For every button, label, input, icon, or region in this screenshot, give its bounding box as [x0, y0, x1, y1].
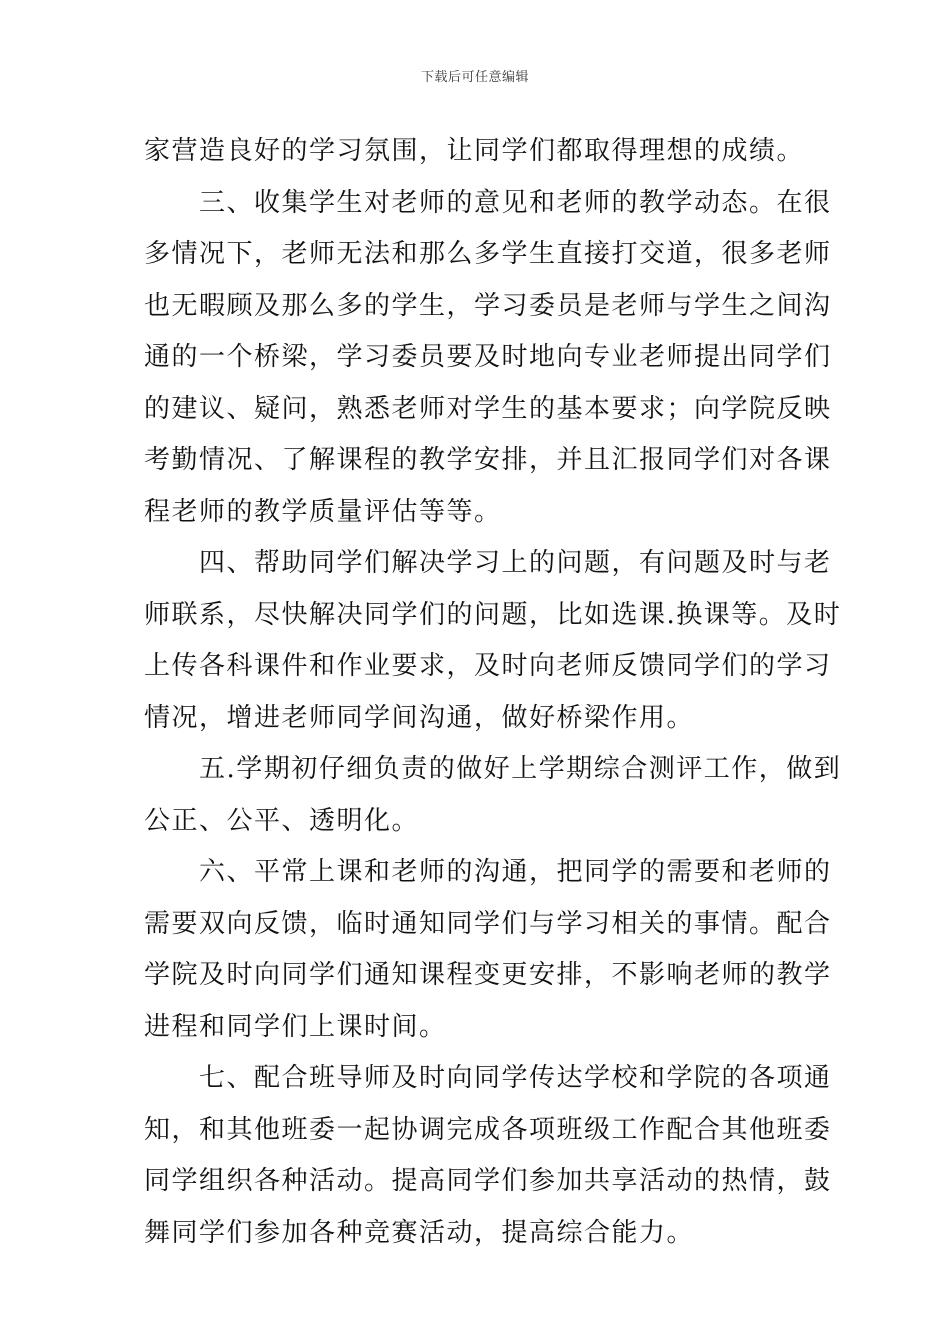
text-line: 学院及时向同学们通知课程变更安排，不影响老师的教学: [144, 960, 832, 990]
text-line: 三、收集学生对老师的意见和老师的教学动态。在很: [199, 187, 832, 218]
text-line: 也无暇顾及那么多的学生，学习委员是老师与学生之间沟: [144, 290, 832, 321]
document-body: [144, 126, 842, 1259]
text-line: 多情况下，老师无法和那么多学生直接打交道，很多老师: [144, 239, 832, 269]
text-line: 五.学期初仔细负责的做好上学期综合测评工作，做到: [199, 754, 842, 784]
text-line: 程老师的教学质量评估等等。: [144, 496, 502, 527]
text-line: 公正、公平、透明化。: [144, 805, 420, 836]
text-line: 需要双向反馈，临时通知同学们与学习相关的事情。配合: [144, 908, 832, 939]
text-line: 同学组织各种活动。提高同学们参加共享活动的热情，鼓: [144, 1166, 832, 1196]
text-line: 考勤情况、了解课程的教学安排，并且汇报同学们对各课: [144, 445, 832, 475]
paragraph-continuation: [144, 126, 812, 178]
text-line: 上传各科课件和作业要求，及时向老师反馈同学们的学习: [144, 651, 832, 681]
paragraph-item-5: [144, 744, 842, 847]
paragraph-item-3: [144, 178, 832, 539]
text-line: 情况，增进老师同学间沟通，做好桥梁作用。: [144, 702, 695, 733]
text-line: 的建议、疑问，熟悉老师对学生的基本要求；向学院反映: [144, 393, 832, 424]
text-line: 通的一个桥梁，学习委员要及时地向专业老师提出同学们: [144, 342, 832, 372]
text-line: 七、配合班导师及时向同学传达学校和学院的各项通: [199, 1063, 832, 1093]
paragraph-item-4: [144, 538, 842, 744]
page-header-note: 下载后可任意编辑: [420, 70, 529, 85]
paragraph-item-6: [144, 847, 832, 1053]
paragraph-item-7: [144, 1053, 832, 1259]
text-line: 六、平常上课和老师的沟通，把同学的需要和老师的: [199, 857, 832, 887]
text-line: 知，和其他班委一起协调完成各项班级工作配合其他班委: [144, 1114, 832, 1145]
text-line: 四、帮助同学们解决学习上的问题，有问题及时与老: [199, 548, 832, 578]
text-line: 师联系，尽快解决同学们的问题，比如选课.换课等。及时: [144, 599, 842, 630]
text-line: 家营造良好的学习氛围，让同学们都取得理想的成绩。: [144, 136, 805, 166]
text-line: 进程和同学们上课时间。: [144, 1011, 447, 1042]
text-line: 舞同学们参加各种竞赛活动，提高综合能力。: [144, 1217, 695, 1248]
